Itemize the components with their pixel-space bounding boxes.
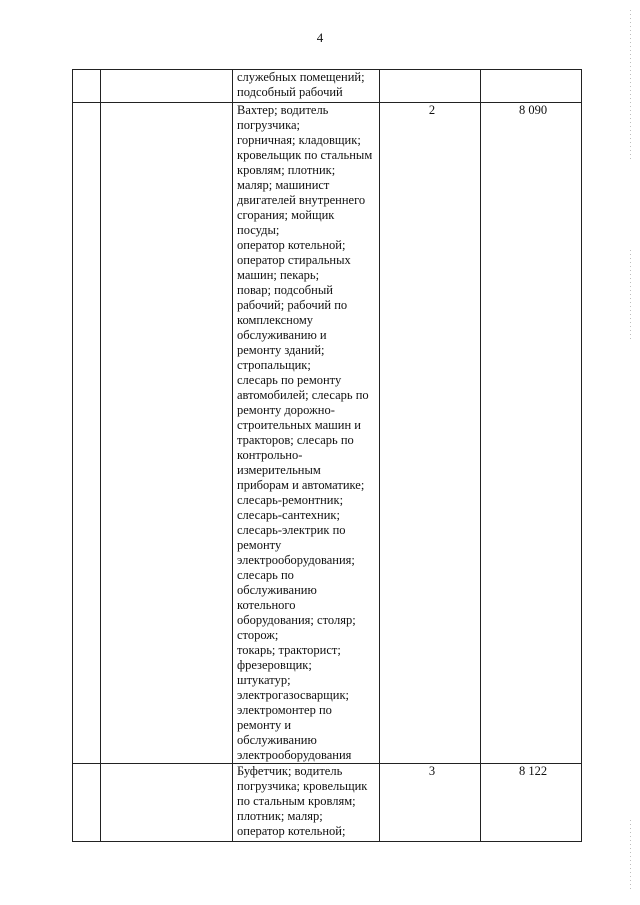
profession-line: обслуживанию и <box>237 328 327 342</box>
profession-line: кровельщик по стальным <box>237 148 373 162</box>
profession-line: обслуживанию <box>237 733 317 747</box>
profession-line: оператор стиральных <box>237 253 351 267</box>
profession-line: двигателей внутреннего <box>237 193 366 207</box>
qualification-group-cell <box>101 70 233 103</box>
scan-edge-mark <box>630 10 631 160</box>
profession-line: Вахтер; водитель <box>237 103 329 117</box>
professions-cell <box>233 103 380 764</box>
profession-line: слесарь по <box>237 568 294 582</box>
profession-line: кровлям; плотник; <box>237 163 336 177</box>
professions-cell <box>233 764 380 842</box>
salary-cell <box>481 70 582 103</box>
profession-line: служебных помещений; <box>237 70 365 84</box>
profession-line: подсобный рабочий <box>237 85 343 99</box>
profession-line: машин; пекарь; <box>237 268 320 282</box>
scan-edge-mark <box>630 250 631 340</box>
profession-line: тракторов; слесарь по <box>237 433 354 447</box>
professions-cell <box>233 70 380 103</box>
profession-line: сторож; <box>237 628 279 642</box>
number-cell <box>73 764 101 842</box>
profession-line: приборам и автоматике; <box>237 478 365 492</box>
profession-line: сгорания; мойщик <box>237 208 335 222</box>
profession-line: маляр; машинист <box>237 178 330 192</box>
number-cell <box>73 70 101 103</box>
profession-line: посуды; <box>237 223 280 237</box>
qualification-group-cell <box>101 764 233 842</box>
salary-table <box>72 69 582 842</box>
profession-line: по стальным кровлям; <box>237 794 356 808</box>
profession-line: оборудования; столяр; <box>237 613 356 627</box>
profession-line: фрезеровщик; <box>237 658 312 672</box>
profession-line: котельного <box>237 598 296 612</box>
profession-line: оператор котельной; <box>237 238 346 252</box>
profession-line: автомобилей; слесарь по <box>237 388 369 402</box>
qualification-group-cell <box>101 103 233 764</box>
table-row <box>73 103 582 764</box>
grade-cell <box>380 70 481 103</box>
profession-line: слесарь-электрик по <box>237 523 346 537</box>
profession-line: ремонту зданий; <box>237 343 325 357</box>
profession-line: электрогазосварщик; <box>237 688 349 702</box>
number-cell <box>73 103 101 764</box>
profession-line: погрузчика; кровельщик <box>237 779 368 793</box>
profession-line: электрооборудования; <box>237 553 355 567</box>
profession-line: слесарь-ремонтник; <box>237 493 344 507</box>
profession-line: контрольно- <box>237 448 303 462</box>
profession-line: повар; подсобный <box>237 283 333 297</box>
table-row <box>73 764 582 842</box>
profession-line: плотник; маляр; <box>237 809 323 823</box>
grade-cell: 2 <box>380 103 481 764</box>
profession-line: обслуживанию <box>237 583 317 597</box>
profession-line: ремонту <box>237 538 282 552</box>
profession-line: стропальщик; <box>237 358 311 372</box>
profession-line: погрузчика; <box>237 118 300 132</box>
scan-edge-mark <box>630 820 631 890</box>
profession-line: ремонту и <box>237 718 292 732</box>
profession-line: штукатур; <box>237 673 291 687</box>
profession-line: слесарь по ремонту <box>237 373 342 387</box>
table-row <box>73 70 582 103</box>
profession-line: строительных машин и <box>237 418 361 432</box>
profession-line: токарь; тракторист; <box>237 643 341 657</box>
salary-cell: 8 090 <box>481 103 582 764</box>
profession-line: электрооборудования <box>237 748 352 762</box>
profession-line: измерительным <box>237 463 321 477</box>
profession-line: рабочий; рабочий по <box>237 298 348 312</box>
page-number: 4 <box>316 30 324 45</box>
profession-line: слесарь-сантехник; <box>237 508 340 522</box>
profession-line: комплексному <box>237 313 314 327</box>
profession-line: электромонтер по <box>237 703 332 717</box>
salary-cell: 8 122 <box>481 764 582 842</box>
profession-line: Буфетчик; водитель <box>237 764 343 778</box>
profession-line: горничная; кладовщик; <box>237 133 361 147</box>
grade-cell: 3 <box>380 764 481 842</box>
profession-line: оператор котельной; <box>237 824 346 838</box>
profession-line: ремонту дорожно- <box>237 403 335 417</box>
